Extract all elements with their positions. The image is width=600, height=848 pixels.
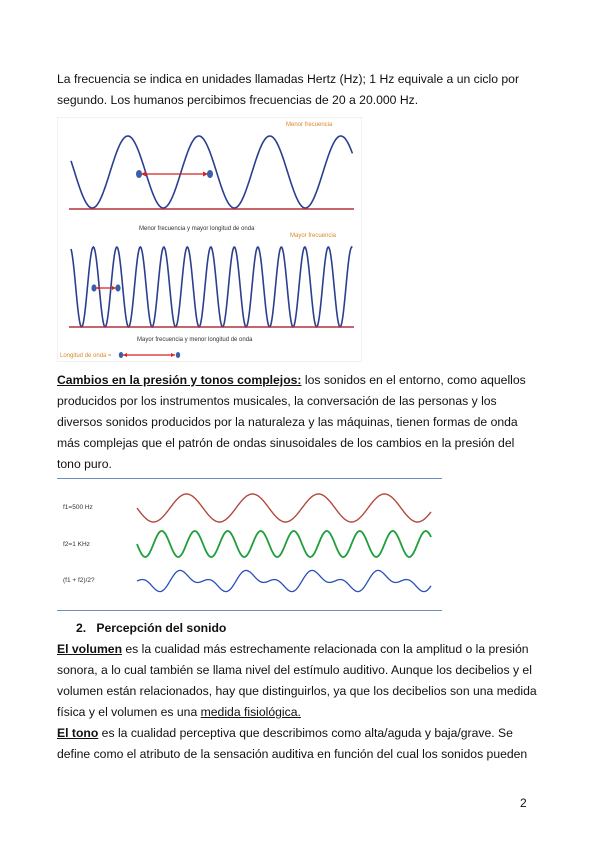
wave3-label: (f1 + f2)/2?: [63, 577, 95, 584]
tone-text: es la cualidad perceptiva que describimos como alta/aguda y baja/grave. Se define como el atributo de la sensación auditiva en función del cual los sonidos pueden: [57, 726, 528, 761]
wave-1khz: [137, 531, 431, 557]
legend-marker-left: [119, 352, 123, 358]
complex-tones-text: los sonidos en el entorno, como aquellos producidos por los instrumentos musicales, la conversación de las personas y los diversos sonidos producidos por la naturaleza y las máquinas, tienen formas de onda más complejas que el patrón de ondas sinusoidales de los cambios en la presión del tono puro.: [57, 373, 526, 471]
frequency-figure: [57, 117, 362, 362]
top-wave-label: Menor frecuencia: [286, 122, 333, 128]
tone-term: El tono: [57, 726, 99, 740]
tone-paragraph: [57, 723, 539, 765]
legend-label: Longitud de onda =: [60, 353, 112, 359]
bottom-marker-right: [115, 284, 120, 291]
complex-waves-figure: [57, 478, 442, 611]
wave2-label: f2=1 KHz: [63, 541, 90, 548]
physiological-measure-link[interactable]: medida fisiológica.: [200, 705, 301, 719]
top-marker-right: [207, 170, 213, 178]
top-marker-left: [136, 170, 142, 178]
section-heading: [76, 618, 226, 639]
wave-sum: [137, 570, 431, 591]
page-number: 2: [520, 796, 527, 810]
bottom-marker-left: [91, 284, 96, 291]
volume-term: El volumen: [57, 642, 123, 656]
complex-tones-paragraph: [57, 370, 539, 475]
intro-paragraph: La frecuencia se indica en unidades llamadas Hertz (Hz); 1 Hz equivale a un ciclo por segundo. Los humanos percibimos frecuencias de 20 a 20.000 Hz.: [57, 72, 520, 107]
wave1-label: f1=500 Hz: [63, 504, 93, 511]
bottom-wave-caption: Mayor frecuencia y menor longitud de onda: [137, 337, 253, 343]
complex-tones-heading: Cambios en la presión y tonos complejos:: [57, 373, 302, 387]
volume-text: es la cualidad más estrechamente relacionada con la amplitud o la presión sonora, a lo cual también se llama nivel del estímulo auditivo. Aunque los decibelios y el volumen están relacionados, hay que distinguirlos, ya que los decibelios son una medida física y el volumen es una: [57, 642, 537, 719]
legend-marker-right: [176, 352, 180, 358]
wave-500hz: [137, 494, 431, 522]
bottom-wave-label: Mayor frecuencia: [290, 233, 337, 239]
section-title: Percepción del sonido: [96, 621, 227, 635]
top-wave-caption: Menor frecuencia y mayor longitud de onda: [139, 226, 255, 232]
volume-paragraph: [57, 639, 539, 723]
section-number: 2.: [76, 621, 87, 635]
